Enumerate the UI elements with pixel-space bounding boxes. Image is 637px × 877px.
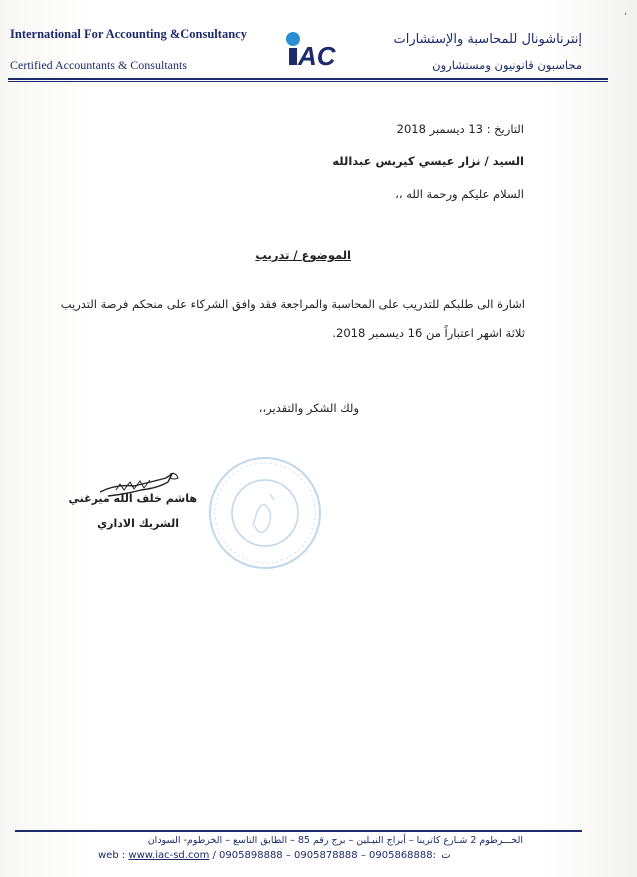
closing-line: ولك الشكر والتقدير،،: [258, 401, 359, 415]
body-paragraph-line-2: ثلاثة اشهر اعتباراً من 16 ديسمبر 2018.: [332, 326, 525, 340]
company-arabic-name: إنترناشونال للمحاسبة والإستشارات: [393, 32, 582, 47]
footer-web-label: web :: [98, 850, 129, 861]
footer-contact: [98, 850, 451, 861]
company-arabic-subtitle: محاسبون قانونيون ومستشارون: [432, 58, 582, 72]
letterhead-divider: [8, 78, 608, 82]
subject-line: الموضوع / تدريب: [255, 248, 351, 262]
body-paragraph-line-1: اشارة الى طلبكم للتدريب على المحاسبة والمراجعة فقد وافق الشركاء على منحكم فرصة التدريب: [60, 297, 525, 311]
company-logo: [280, 27, 342, 69]
signer-name: هاشم خلف الله ميرغني: [68, 492, 197, 505]
company-english-name: International For Accounting &Consultancy: [10, 27, 247, 41]
recipient-line: السيد / نزار عيسي كيربس عبدالله: [332, 154, 524, 168]
footer-tel-label: ت: [441, 850, 451, 861]
company-stamp: [208, 456, 322, 570]
footer-phones: / 0905898888 – 0905878888 – 0905868888:: [212, 850, 437, 861]
corner-mark: ٬: [623, 12, 627, 23]
footer-divider: [15, 830, 582, 832]
company-english-subtitle: Certified Accountants & Consultants: [10, 58, 187, 72]
signer-title: الشريك الاداري: [97, 517, 179, 530]
footer-web-link[interactable]: www.iac-sd.com: [128, 850, 210, 861]
footer-address: الخـــرطوم 2 شـارع كاترينا – أبراج النيـلين – برج رقم 85 – الطابق التاسع – الخرطوم- السودان: [147, 835, 523, 846]
svg-text:AC: AC: [298, 41, 336, 69]
greeting-line: السلام عليكم ورحمة الله ،،: [395, 187, 524, 201]
date-line: التاريخ : 13 ديسمبر 2018: [396, 122, 524, 136]
